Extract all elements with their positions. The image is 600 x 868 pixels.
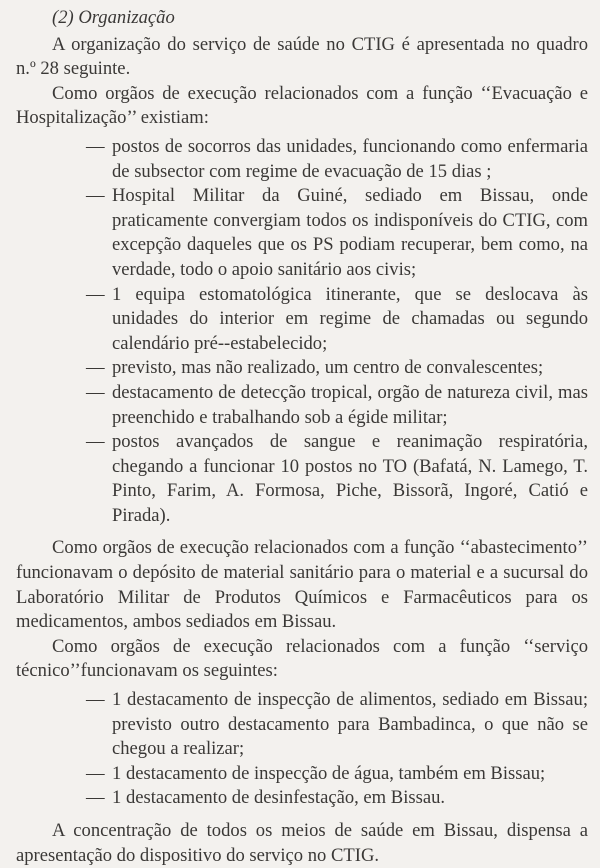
list-item bbox=[86, 762, 588, 787]
dash-bullet: — bbox=[86, 135, 105, 157]
list-item-text: postos de socorros das unidades, funcionando como enfermaria de subsector com regime de evacuação de 15 dias ; bbox=[112, 135, 588, 182]
list-item-text: 1 equipa estomatológica itinerante, que se deslocava às unidades do interior em regime de chamadas ou segundo calendário pré--estabelecido; bbox=[112, 283, 588, 354]
paragraph-supply: Como orgãos de execução relacionados com a função ‘‘abastecimento’’ funcionavam o depósito de material sanitário para o material e a sucursal do Laboratório Militar de Produtos Químicos e Farmacêuticos para os medicamentos, ambos sediados em Bissau. bbox=[16, 537, 588, 633]
paragraph-closing: A concentração de todos os meios de saúde em Bissau, dispensa a apresentação do dispositivo do serviço no CTIG. bbox=[16, 820, 588, 866]
list-item-text: previsto, mas não realizado, um centro de convalescentes; bbox=[112, 357, 544, 379]
list-item bbox=[86, 135, 588, 184]
technical-service-list bbox=[16, 688, 588, 811]
list-item bbox=[86, 356, 588, 381]
dash-bullet: — bbox=[86, 283, 105, 305]
list-item-text: destacamento de detecção tropical, orgão de natureza civil, mas preenchido e trabalhando sob a égide militar; bbox=[112, 381, 588, 428]
list-item-text: 1 destacamento de desinfestação, em Bissau. bbox=[112, 787, 446, 809]
dash-bullet: — bbox=[86, 787, 105, 809]
list-item-text: Hospital Militar da Guiné, sediado em Bissau, onde praticamente convergiam todos os indisponíveis do CTIG, com excepção daqueles que os PS podiam recuperar, bem como, na verdade, todo o apoio sanitário aos civis; bbox=[112, 185, 588, 280]
paragraph-evacuation-intro: Como orgãos de execução relacionados com a função ‘‘Evacuação e Hospitalização’’ existiam: bbox=[16, 82, 588, 129]
evacuation-list bbox=[16, 135, 588, 529]
list-item bbox=[86, 430, 588, 528]
list-item-text: postos avançados de sangue e reanimação respiratória, chegando a funcionar 10 postos no TO (Bafatá, N. Lamego, T. Pinto, Farim, A. Formosa, Piche, Bissorã, Ingoré, Catió e Pirada). bbox=[112, 431, 588, 526]
document-page bbox=[16, 6, 588, 868]
list-item-text: 1 destacamento de inspecção de alimentos, sediado em Bissau; previsto outro destacamento para Bambadinca, o que não se chegou a realizar; bbox=[112, 689, 588, 760]
list-item bbox=[86, 381, 588, 430]
paragraph-quadro-reference: A organização do serviço de saúde no CTIG é apresentada no quadro n.º 28 seguinte. bbox=[16, 33, 588, 80]
dash-bullet: — bbox=[86, 762, 105, 784]
list-item bbox=[86, 688, 588, 762]
list-item bbox=[86, 786, 588, 811]
section-heading: (2) Organização bbox=[52, 7, 175, 28]
dash-bullet: — bbox=[86, 357, 105, 379]
dash-bullet: — bbox=[86, 431, 105, 453]
list-item-text: 1 destacamento de inspecção de água, também em Bissau; bbox=[112, 762, 546, 784]
dash-bullet: — bbox=[86, 185, 105, 207]
list-item bbox=[86, 184, 588, 282]
paragraph-technical-service-intro: Como orgãos de execução relacionados com a função ‘‘serviço técnico’’funcionavam os seguintes: bbox=[16, 635, 588, 682]
dash-bullet: — bbox=[86, 689, 105, 711]
list-item bbox=[86, 283, 588, 357]
dash-bullet: — bbox=[86, 381, 105, 403]
